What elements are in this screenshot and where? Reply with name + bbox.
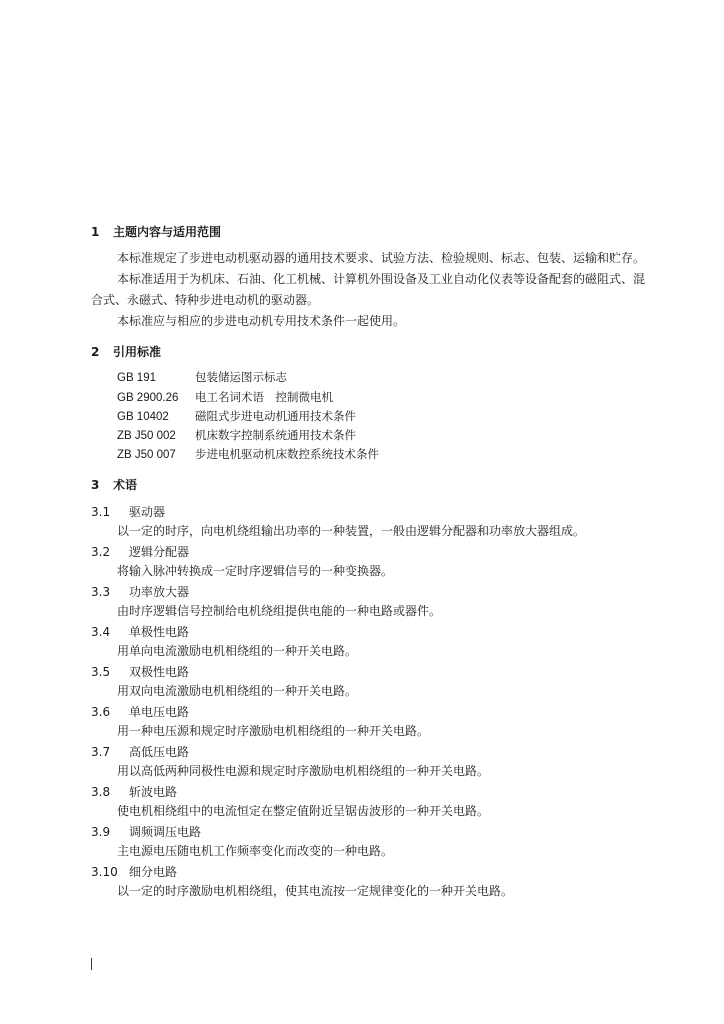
term-number: 3.10 [91,865,118,879]
reference-item [117,369,287,386]
paragraph: 本标准规定了步进电动机驱动器的通用技术要求、试验方法、检验规则、标志、包装、运输和贮存。 [117,251,646,265]
term-number: 3.5 [91,665,111,679]
reference-code: ZB J50 002 [117,430,176,442]
section-1-heading [91,224,221,240]
term-heading [91,704,189,720]
term-title: 功率放大器 [129,585,190,599]
term-heading [91,584,189,600]
term-heading [91,864,177,880]
term-definition: 以一定的时序，向电机绕组输出功率的一种装置，一般由逻辑分配器和功率放大器组成。 [117,524,586,538]
term-number: 3.8 [91,785,111,799]
term-heading [91,824,201,840]
term-title: 双极性电路 [129,665,190,679]
term-definition: 用单向电流激励电机相绕组的一种开关电路。 [117,644,358,658]
section-number: 1 [91,225,100,239]
term-title: 单极性电路 [129,625,190,639]
term-heading [91,504,165,520]
section-2-heading [91,344,161,360]
term-definition: 用一种电压源和规定时序激励电机相绕组的一种开关电路。 [117,724,430,738]
term-title: 细分电路 [129,865,178,879]
term-number: 3.4 [91,625,111,639]
reference-title: 磁阻式步进电动机通用技术条件 [195,409,356,423]
term-heading [91,544,189,560]
term-number: 3.7 [91,745,111,759]
term-number: 3.1 [91,505,111,519]
reference-title: 包装储运图示标志 [195,370,287,384]
term-number: 3.9 [91,825,111,839]
term-title: 高低压电路 [129,745,190,759]
term-definition: 主电源电压随电机工作频率变化而改变的一种电路。 [117,844,394,858]
term-definition: 以一定的时序激励电机相绕组，使其电流按一定规律变化的一种开关电路。 [117,884,514,898]
section-number: 2 [91,345,100,359]
term-number: 3.2 [91,545,111,559]
term-number: 3.6 [91,705,111,719]
term-title: 调频调压电路 [129,825,202,839]
reference-code: ZB J50 007 [117,449,176,461]
reference-code: GB 191 [117,372,156,384]
section-number: 3 [91,478,100,492]
term-title: 驱动器 [129,505,166,519]
reference-item [117,427,356,444]
term-heading [91,624,189,640]
section-title: 引用标准 [113,345,162,359]
term-heading [91,744,189,760]
reference-item [117,389,333,406]
reference-item [117,408,356,425]
reference-title: 步进电机驱动机床数控系统技术条件 [195,447,379,461]
paragraph-continuation: 合式、永磁式、特种步进电动机的驱动器。 [91,293,320,307]
reference-title: 电工名词术语 控制微电机 [195,390,333,404]
paragraph: 本标准应与相应的步进电动机专用技术条件一起使用。 [117,314,406,328]
reference-item [117,446,379,463]
term-title: 斩波电路 [129,785,178,799]
section-title: 术语 [113,478,138,492]
term-title: 逻辑分配器 [129,545,190,559]
term-definition: 使电机相绕组中的电流恒定在整定值附近呈锯齿波形的一种开关电路。 [117,804,490,818]
term-definition: 用双向电流激励电机相绕组的一种开关电路。 [117,684,358,698]
section-3-heading [91,477,137,493]
reference-title: 机床数字控制系统通用技术条件 [195,428,356,442]
term-definition: 将输入脉冲转换成一定时序逻辑信号的一种变换器。 [117,564,394,578]
reference-code: GB 2900.26 [117,392,179,404]
term-definition: 用以高低两种同极性电源和规定时序激励电机相绕组的一种开关电路。 [117,764,490,778]
margin-mark [91,958,92,970]
section-title: 主题内容与适用范围 [113,225,222,239]
term-definition: 由时序逻辑信号控制给电机绕组提供电能的一种电路或器件。 [117,604,442,618]
reference-code: GB 10402 [117,411,169,423]
term-title: 单电压电路 [129,705,190,719]
term-heading [91,784,177,800]
term-heading [91,664,189,680]
term-number: 3.3 [91,585,111,599]
paragraph: 本标准适用于为机床、石油、化工机械、计算机外围设备及工业自动化仪表等设备配套的磁阻式、混 [117,272,646,286]
